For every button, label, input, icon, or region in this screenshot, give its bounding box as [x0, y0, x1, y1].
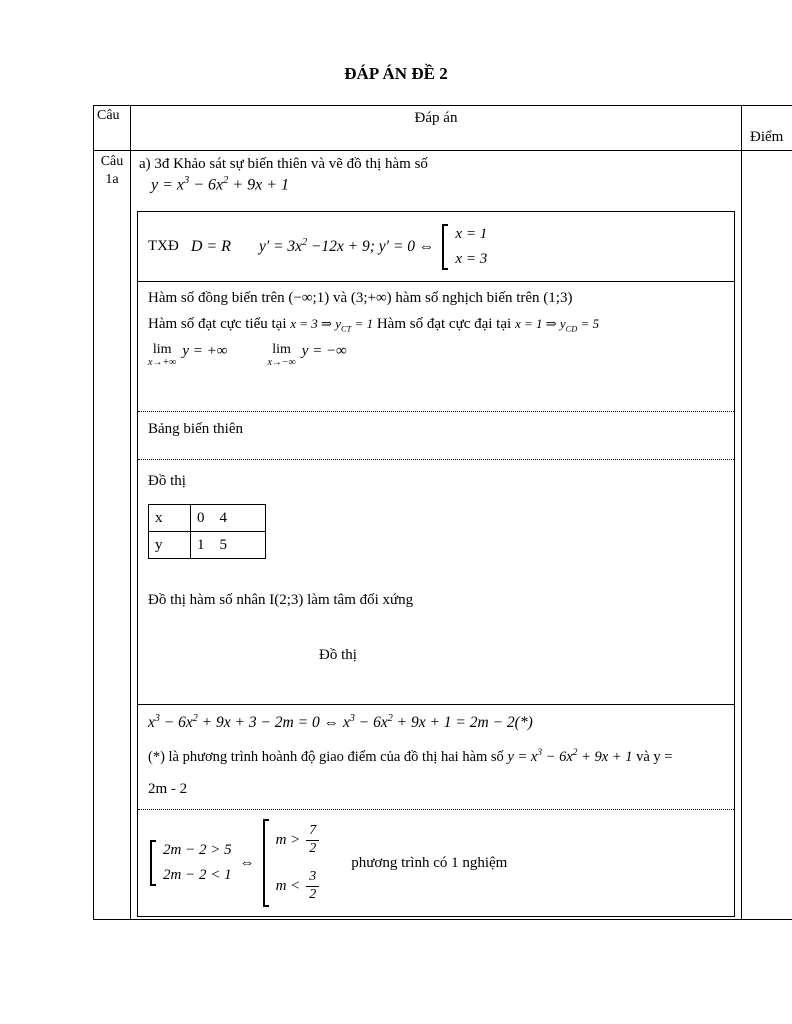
solution-box	[137, 211, 735, 917]
limit-2-word: lim	[272, 341, 291, 357]
bbt-label: Bảng biến thiên	[148, 421, 243, 437]
table-header-row	[94, 106, 792, 151]
value-y-header: y	[149, 532, 191, 559]
limit-1-expression: y = +∞	[182, 342, 228, 359]
final-cases-a-lines	[163, 840, 232, 886]
answer-cell	[131, 151, 741, 919]
final-case-b2-pre: m <	[275, 877, 301, 894]
intro-text: a) 3đ Khảo sát sự biến thiên và vẽ đồ thị hàm số	[139, 156, 428, 172]
fraction-numerator: 7	[309, 823, 317, 839]
page-title: ĐÁP ÁN ĐỀ 2	[344, 64, 448, 83]
txd-case-2: x = 3	[455, 250, 488, 267]
extrema-math-1: x = 3 ⇒ $y_{CT} = 1$	[290, 316, 374, 334]
final-cases-b-lines	[276, 819, 320, 907]
left-bracket-icon	[263, 819, 269, 907]
value-y-values: 1 5	[191, 532, 266, 559]
equation-explanation-math: $y = x^3 - 6x^2 + 9x + 1$	[507, 748, 633, 765]
limit-2	[267, 343, 346, 368]
value-x-values: 0 4	[191, 505, 266, 532]
table-body-row	[94, 151, 792, 919]
limit-1-operator	[148, 343, 176, 368]
header-diem	[741, 106, 792, 150]
bbt-section	[138, 412, 734, 460]
graph-caption: Đồ thị	[319, 647, 357, 663]
equation-explanation-text-2: và y =	[632, 748, 673, 765]
txd-domain: D = R	[190, 237, 231, 255]
final-case-b1	[276, 821, 320, 859]
intro-block	[131, 151, 741, 211]
final-cases-a	[150, 840, 232, 886]
behavior-section	[138, 282, 734, 412]
equation-explanation	[148, 748, 734, 766]
txd-case-1: x = 1	[455, 225, 488, 242]
extrema-math-2: x = 1 ⇒ $y_{CD} = 5$	[514, 316, 600, 334]
left-bracket-icon	[442, 224, 448, 270]
header-dapan-label: Đáp án	[414, 110, 458, 126]
symmetry-note: Đồ thị hàm số nhân I(2;3) làm tâm đối xứng	[148, 592, 414, 608]
value-x-header: x	[149, 505, 191, 532]
fraction-numerator: 3	[309, 869, 317, 885]
equation-section	[138, 705, 734, 810]
fraction-denominator: 2	[306, 886, 319, 903]
header-dapan	[131, 106, 741, 150]
conclusion-section	[138, 810, 734, 916]
limit-1	[148, 343, 227, 368]
question-id-cell	[94, 151, 131, 919]
equation-line: $x^3 - 6x^2 + 9x + 3 - 2m = 0$ ⇔ $x^3 - 6x^2 + 9x + 1 = 2m - 2(*)$	[148, 713, 533, 732]
monotonic-line: Hàm số đồng biến trên (−∞;1) và (3;+∞) hàm số nghịch biến trên (1;3)	[148, 290, 573, 306]
answer-table	[93, 105, 792, 920]
equation-tail: 2m - 2	[148, 780, 188, 797]
points-cell	[741, 151, 792, 919]
final-case-b2	[276, 867, 320, 905]
limit-2-subscript: x→−∞	[267, 356, 296, 368]
txd-derivative: $y' = 3x^2 -12x + 9$; y′ = 0 ⇔	[258, 236, 435, 256]
header-diem-label: Điểm	[750, 129, 784, 145]
dothi-label: Đồ thị	[148, 473, 186, 489]
fraction-3-2	[306, 869, 319, 902]
limit-2-operator	[267, 343, 295, 368]
final-case-b1-pre: m >	[275, 831, 301, 848]
extrema-text-2: Hàm số đạt cực đại tại	[373, 316, 515, 332]
extrema-line	[148, 316, 734, 334]
limit-1-word: lim	[152, 341, 172, 357]
limit-1-subscript: x→+∞	[148, 356, 177, 368]
left-bracket-icon	[150, 840, 156, 886]
extrema-text-1: Hàm số đạt cực tiểu tại	[148, 316, 291, 332]
final-case-a1: 2m − 2 > 5	[163, 842, 232, 858]
equivalence-arrow: ⇔	[239, 854, 255, 871]
equation-explanation-text-1: (*) là phương trình hoành độ giao điểm của đồ thị hai hàm số	[148, 748, 508, 765]
question-id-line1: Câu	[100, 154, 124, 169]
dothi-section	[138, 460, 734, 705]
final-case-a2: 2m − 2 < 1	[163, 867, 232, 883]
value-table-row-y	[149, 532, 266, 559]
intro-formula: $y = x^3 - 6x^2 + 9x + 1$	[151, 175, 290, 194]
limit-2-expression: y = −∞	[301, 342, 347, 359]
limits-line	[148, 343, 734, 368]
txd-case-lines	[455, 224, 487, 270]
fraction-7-2	[306, 823, 319, 856]
txd-section	[138, 212, 734, 282]
header-cau: Câu	[94, 106, 131, 150]
txd-cases	[442, 224, 487, 270]
txd-label: TXĐ	[148, 238, 179, 254]
value-table	[148, 504, 266, 559]
fraction-denominator: 2	[306, 840, 319, 857]
conclusion-text: phương trình có 1 nghiệm	[351, 854, 508, 871]
question-id-line2: 1a	[105, 171, 119, 187]
final-cases-b	[263, 819, 320, 907]
value-table-row-x	[149, 505, 266, 532]
